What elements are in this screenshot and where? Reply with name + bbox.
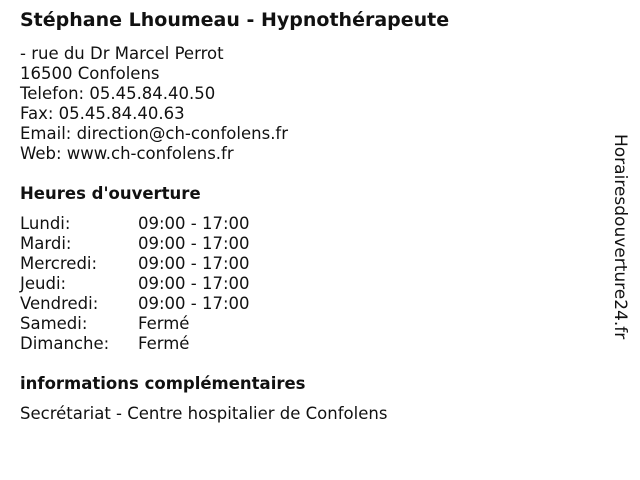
day-time: 09:00 - 17:00 [138, 254, 250, 273]
hours-row-monday [20, 214, 250, 234]
day-time: 09:00 - 17:00 [138, 234, 250, 253]
phone-line: Telefon: 05.45.84.40.50 [20, 84, 216, 103]
day-label: Mardi: [20, 234, 72, 253]
address-block [20, 44, 288, 164]
web-line: Web: www.ch-confolens.fr [20, 144, 234, 163]
info-text: Secrétariat - Centre hospitalier de Confolens [20, 404, 388, 423]
hours-row-friday [20, 294, 250, 314]
page-title: Stéphane Lhoumeau - Hypnothérapeute [20, 9, 450, 31]
hours-row-saturday [20, 314, 250, 334]
day-label: Jeudi: [20, 274, 67, 293]
email-line: Email: direction@ch-confolens.fr [20, 124, 289, 143]
day-time: Fermé [138, 314, 190, 333]
day-time: 09:00 - 17:00 [138, 274, 250, 293]
day-label: Lundi: [20, 214, 71, 233]
info-heading: informations complémentaires [20, 374, 306, 393]
hours-row-sunday [20, 334, 250, 354]
day-time: 09:00 - 17:00 [138, 294, 250, 313]
hours-row-wednesday [20, 254, 250, 274]
hours-row-tuesday [20, 234, 250, 254]
day-label: Vendredi: [20, 294, 99, 313]
day-label: Dimanche: [20, 334, 110, 353]
fax-line: Fax: 05.45.84.40.63 [20, 104, 185, 123]
hours-table [20, 214, 250, 354]
watermark-text: Horairesdouverture24.fr [610, 134, 630, 340]
address-city: 16500 Confolens [20, 64, 160, 83]
day-label: Samedi: [20, 314, 88, 333]
day-label: Mercredi: [20, 254, 98, 273]
day-time: Fermé [138, 334, 190, 353]
day-time: 09:00 - 17:00 [138, 214, 250, 233]
address-street: - rue du Dr Marcel Perrot [20, 44, 224, 63]
hours-heading: Heures d'ouverture [20, 184, 201, 203]
hours-row-thursday [20, 274, 250, 294]
